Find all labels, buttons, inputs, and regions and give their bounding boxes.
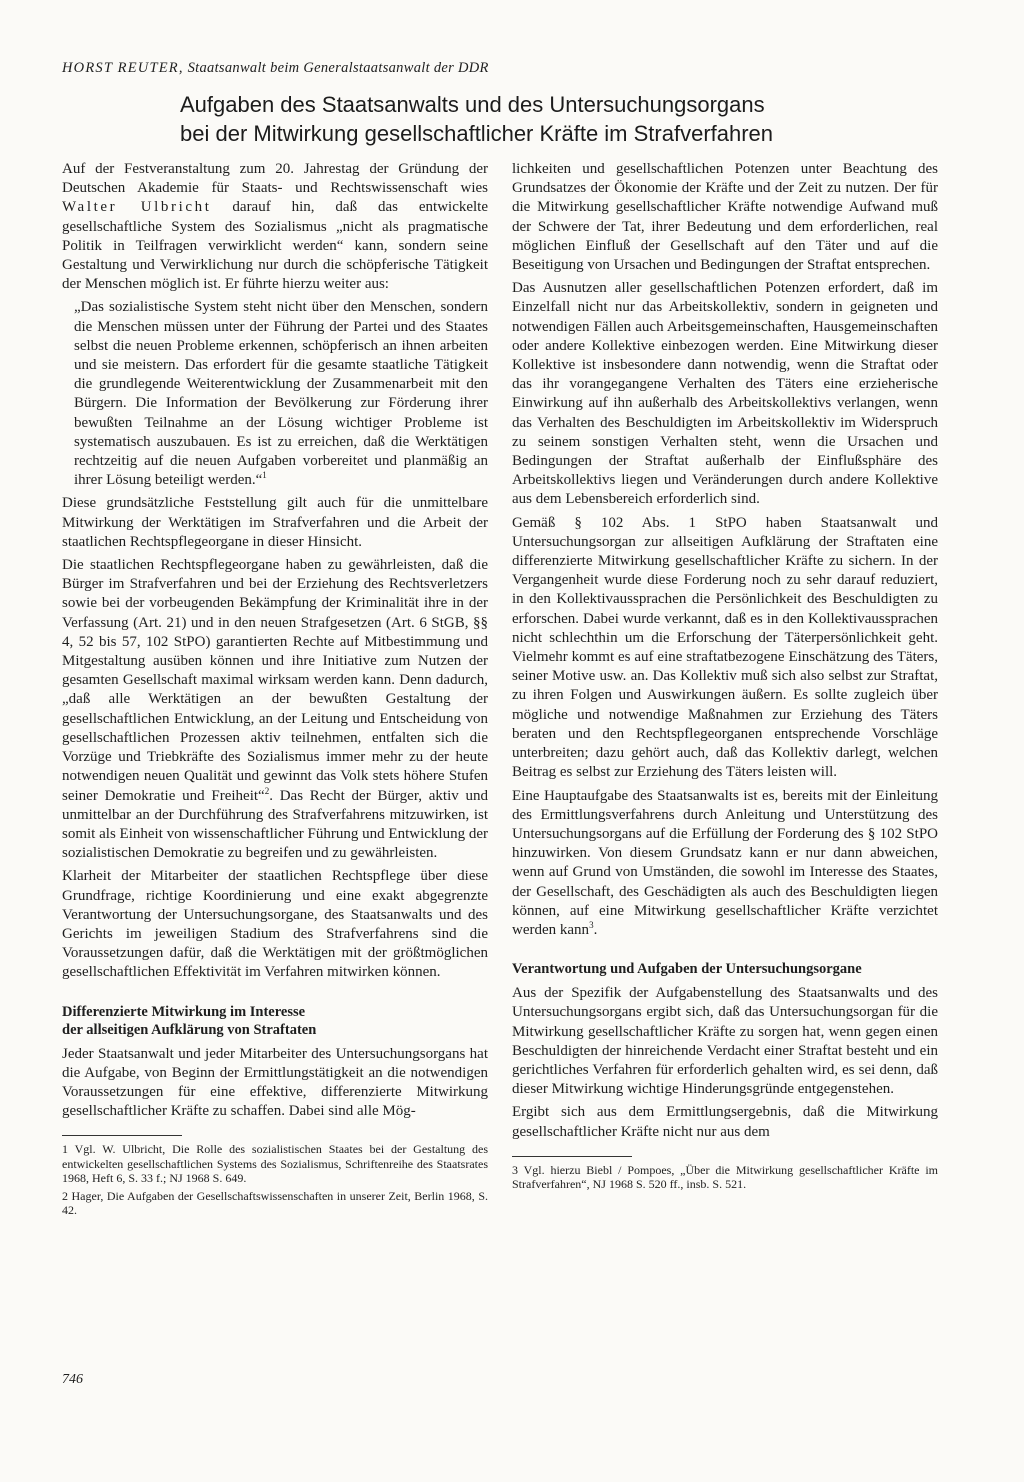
footnote: 3 Vgl. hierzu Biebl / Pompoes, „Über die Mitwirkung gesellschaftlicher Kräfte im Strafverfahren“, NJ 1968 S. 520 ff., insb. S. 521. [512, 1162, 938, 1191]
footnote-ref: 2 [264, 785, 270, 796]
page-number: 746 [62, 1372, 83, 1387]
footnote: 2 Hager, Die Aufgaben der Gesellschaftswissenschaften in unserer Zeit, Berlin 1968, S. 42. [62, 1188, 488, 1218]
paragraph: lichkeiten und gesellschaftlichen Potenzen unter Beachtung des Grundsatzes der Ökonomie der Kräfte und der Zeit zu nutzen. Der für die Mitwirkung gesellschaftlicher Kräfte notwendige Aufwand muß der Schwere der Tat, ihrer Bedeutung und dem erforderlichen, real möglichen Einfluß der Gesellschaft auf den Täter und auf die Beseitigung von Ursachen und Bedingungen der Straftat entsprechen. [512, 161, 938, 274]
author-role: Staatsanwalt beim Generalstaatsanwalt der DDR [187, 60, 489, 76]
footnote-ref: 3 [589, 919, 594, 930]
paragraph: Aus der Spezifik der Aufgabenstellung des Staatsanwalts und des Untersuchungsorgans ergibt sich, daß das Untersuchungsorgan für die Mitwirkung gesellschaftlicher Kräfte zu sorgen hat, wenn gegen einen Beschuldigten der hinreichende Verdacht einer Straftat besteht und ein gerichtliches Verfahren für erforderlich gehalten wird, es sei denn, daß dieser Mitwirkung wichtige Hinderungsgründe entgegenstehen. [512, 985, 938, 1098]
paragraph: Ergibt sich aus dem Ermittlungsergebnis, daß die Mitwirkung gesellschaftlicher Kräfte nicht nur aus dem [512, 1104, 938, 1140]
paragraph: Diese grundsätzliche Feststellung gilt auch für die unmittelbare Mitwirkung der Werktätigen im Strafverfahren und die Arbeit der staatlichen Rechtspflegeorgane in dieser Hinsicht. [62, 495, 488, 550]
section-heading: Differenzierte Mitwirkung im Interesse der allseitigen Aufklärung von Straftaten [62, 1003, 317, 1038]
paragraph: Eine Hauptaufgabe des Staatsanwalts ist es, bereits mit der Einleitung des Ermittlungsverfahrens durch Anleitung und Unterstützung des Untersuchungsorgans auf die Erfüllung der Forderung des § 102 StPO hinzuwirken. Von diesem Grundsatz kann er nur dann abweichen, wenn auf Grund von Umständen, die sowohl im Interesse des Staates, der Gesellschaft, des Geschädigten als auch des Beschuldigten liegen können, auf eine Mitwirkung gesellschaftlicher Kräfte verzichtet werden kann$^3$. [512, 787, 938, 938]
paragraph: Auf der Festveranstaltung zum 20. Jahrestag der Gründung der Deutschen Akademie für Staats- und Rechtswissenschaft wies Walter Ulbricht darauf hin, daß das entwickelte gesellschaftliche System des Sozialismus „nicht als pragmatische Politik in Teilfragen verwirklicht werden“ kann, sondern seine Gestaltung und Verwirklichung nur durch die schöpferische Tätigkeit der Menschen möglich ist. Er führte hierzu weiter aus: [62, 161, 489, 293]
author-name: HORST REUTER, [62, 60, 184, 76]
section-heading: Verantwortung und Aufgaben der Untersuchungsorgane [512, 961, 862, 978]
left-column [62, 160, 488, 1221]
paragraph: Die staatlichen Rechtspflegeorgane haben zu gewährleisten, daß die Bürger im Strafverfahren und bei der Erziehung des Rechtsverletzers sowie bei der vorbeugenden Bekämpfung der Kriminalität ihre in der Verfassung (Art. 21) und in den neuen Strafgesetzen (Art. 6 StGB, §§ 4, 52 bis 57, 102 StPO) garantierten Rechte auf Mitbestimmung und Mitgestaltung ausüben können und ihre Initiative zum Nutzen der gesamten Gesellschaft maximal wirksam werden kann. Denn dadurch, „daß alle Werktätigen an der bewußten Gestaltung der gesellschaftlichen Entwicklung, an der Leitung und Entscheidung von gesellschaftlichen Prozessen aktiv teilnehmen, entfalten sich die Vorzüge und Triebkräfte des Sozialismus immer mehr zu der heute notwendigen neuen Qualität und gewinnt das Volk stets höhere Stufen seiner Demokratie und Freiheit“$^2$. Das Recht der Bürger, aktiv und unmittelbar an der Durchführung des Strafverfahrens mitzuwirken, ist somit als Einheit von wissenschaftlicher Führung und Entwicklung der sozialistischen Demokratie zu begreifen und zu gewährleisten. [62, 557, 488, 862]
quotation: „Das sozialistische System steht nicht über den Menschen, sondern die Menschen müssen unter der Führung der Partei und des Staates selbst die neuen Probleme erkennen, schöpferisch an ihnen arbeiten und sie meistern. Das erfordert für die gesamte staatliche Tätigkeit die grundlegende Weiterentwicklung der Zusammenarbeit mit den Bürgern. Die Information der Bevölkerung zur Förderung ihrer bewußten Teilnahme an der Lösung wichtiger Probleme ist systematisch auszubauen. Es ist zu erreichen, daß die Werktätigen rechtzeitig auf die neuen Aufgaben vorbereitet und planmäßig an ihrer Lösung beteiligt werden.“$^1$ [74, 299, 488, 489]
paragraph: Klarheit der Mitarbeiter der staatlichen Rechtspflege über diese Grundfrage, richtige Koordinierung und eine exakt abgegrenzte Verantwortung der Untersuchungsorgane, des Staatsanwalts und des Gerichts im jeweiligen Stadium des Strafverfahrens sind die Voraussetzungen dafür, daß die Werktätigen mit der größtmöglichen gesellschaftlichen Effektivität im Verfahren mitwirken können. [62, 868, 488, 981]
paragraph: Jeder Staatsanwalt und jeder Mitarbeiter des Untersuchungsorgans hat die Aufgabe, von Beginn der Ermittlungstätigkeit an die notwendigen Voraussetzungen für eine effektive, differenzierte Mitwirkung gesellschaftlicher Kräfte zu schaffen. Dabei sind alle Mög- [62, 1045, 488, 1120]
right-column [512, 160, 938, 1195]
article-title [180, 90, 940, 148]
paragraph: Das Ausnutzen aller gesellschaftlichen Potenzen erfordert, daß im Einzelfall nicht nur das Arbeitskollektiv, sondern in geigneten und notwendigen Fällen auch Arbeitsgemeinschaften, Hausgemeinschaften oder andere Kollektive einbezogen werden. Eine Mitwirkung dieser Kollektive ist insbesondere dann notwendig, wenn die Straftat oder das ihr vorangegangene Verhalten des Täters eine erzieherische Einwirkung auf ihn außerhalb des Arbeitskollektivs verlangen, wenn das Verhalten des Beschuldigten im Arbeitskollektiv im Widerspruch zu seinem sonstigen Verhalten steht, wenn die Ursachen und Bedingungen der Straftat außerhalb der Einflußsphäre des Arbeitskollektivs liegen und Veränderungen durch andere Kollektive aus dem Lebensbereich erforderlich sind. [512, 280, 938, 508]
footnote-ref: 1 [262, 470, 267, 481]
title-line-1: Aufgaben des Staatsanwalts und des Untersuchungsorgans [180, 92, 765, 117]
author-line [62, 60, 942, 77]
footnote: 1 Vgl. W. Ulbricht, Die Rolle des sozialistischen Staates bei der Gestaltung des entwickelten gesellschaftlichen Systems des Sozialismus, Schriftenreihe des Staatsrates 1968, Heft 6, S. 33 f.; NJ 1968 S. 649. [62, 1142, 488, 1185]
title-line-2: bei der Mitwirkung gesellschaftlicher Kräfte im Strafverfahren [180, 121, 774, 146]
footnote-divider [62, 1135, 182, 1136]
footnote-divider [512, 1156, 632, 1157]
person-name: Walter Ulbricht [62, 199, 212, 216]
paragraph: Gemäß § 102 Abs. 1 StPO haben Staatsanwalt und Untersuchungsorgan zur allseitigen Aufklärung der Straftaten eine differenzierte Mitwirkung gesellschaftlicher Kräfte zu sichern. In der Vergangenheit wurde diese Forderung noch zu sehr darauf reduziert, in den Kollektivaussprachen die Persönlichkeit des Beschuldigten zu erforschen. Dabei wurde verkannt, daß es in den Kollektivaussprachen nicht schlechthin um die Erforschung der Täterpersönlichkeit geht. Vielmehr kommt es auf eine straftatbezogene Einschätzung des Täters, seiner Motive usw. an. Das Kollektiv muß sich also selbst zur Straftat, zu ihren Folgen und Auswirkungen äußern. Es sollte zugleich über mögliche und notwendige Maßnahmen zur Erziehung des Täters beraten und den Rechtspflegeorganen entsprechende Vorschläge unterbreiten; dazu gehört auch, daß das Kollektiv darlegt, welchen Beitrag es selbst zur Erziehung des Täters leisten will. [512, 514, 938, 781]
